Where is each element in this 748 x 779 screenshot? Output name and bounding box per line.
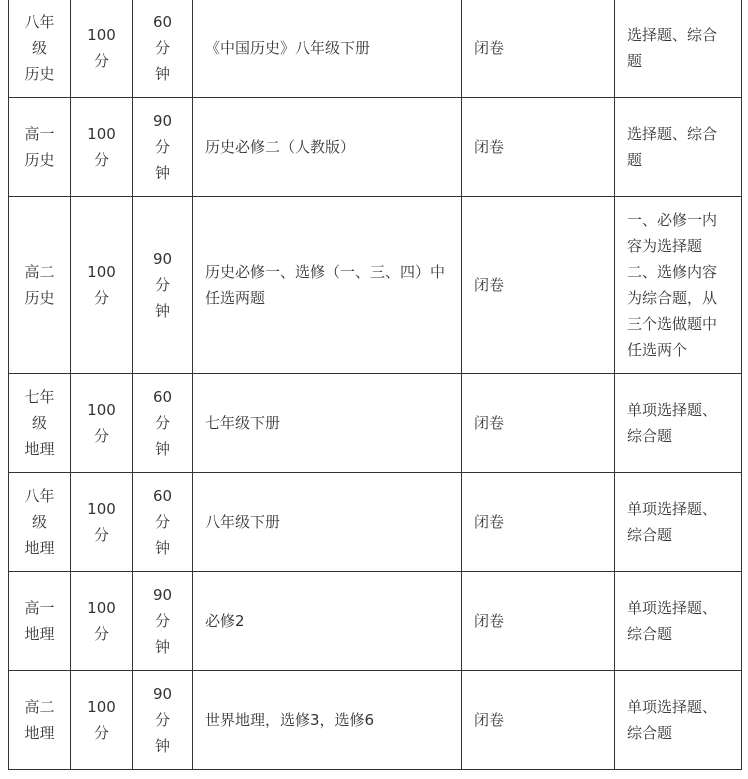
duration-cell: 90 分 钟 [133, 197, 193, 374]
scope-cell: 必修2 [193, 572, 462, 671]
format-cell: 闭卷 [462, 197, 615, 374]
scope-cell: 七年级下册 [193, 374, 462, 473]
duration-cell: 60 分 钟 [133, 374, 193, 473]
score-cell: 100 分 [71, 0, 133, 98]
subject-cell: 高二 地理 [9, 671, 71, 770]
table-row [9, 98, 742, 197]
format-cell: 闭卷 [462, 0, 615, 98]
score-cell: 100 分 [71, 671, 133, 770]
format-cell: 闭卷 [462, 671, 615, 770]
duration-cell: 90 分 钟 [133, 98, 193, 197]
score-cell: 100 分 [71, 197, 133, 374]
subject-cell: 八年 级 地理 [9, 473, 71, 572]
question-types-cell: 单项选择题、 综合题 [615, 671, 742, 770]
subject-cell: 七年 级 地理 [9, 374, 71, 473]
duration-cell: 90 分 钟 [133, 671, 193, 770]
scope-cell: 历史必修一、选修（一、三、四）中任选两题 [193, 197, 462, 374]
subject-cell: 高二 历史 [9, 197, 71, 374]
format-cell: 闭卷 [462, 473, 615, 572]
question-types-cell: 单项选择题、 综合题 [615, 572, 742, 671]
format-cell: 闭卷 [462, 98, 615, 197]
table-row [9, 374, 742, 473]
question-types-cell: 一、必修一内 容为选择题 二、选修内容 为综合题，从 三个选做题中 任选两个 [615, 197, 742, 374]
table-row [9, 671, 742, 770]
score-cell: 100 分 [71, 473, 133, 572]
score-cell: 100 分 [71, 374, 133, 473]
exam-schedule-table [8, 0, 742, 770]
score-cell: 100 分 [71, 98, 133, 197]
table-row [9, 197, 742, 374]
format-cell: 闭卷 [462, 374, 615, 473]
subject-cell: 八年 级 历史 [9, 0, 71, 98]
scope-cell: 《中国历史》八年级下册 [193, 0, 462, 98]
question-types-cell: 单项选择题、 综合题 [615, 473, 742, 572]
scope-cell: 历史必修二（人教版） [193, 98, 462, 197]
question-types-cell: 选择题、综合 题 [615, 0, 742, 98]
question-types-cell: 单项选择题、 综合题 [615, 374, 742, 473]
table-row [9, 0, 742, 98]
scope-cell: 八年级下册 [193, 473, 462, 572]
scope-cell: 世界地理，选修3，选修6 [193, 671, 462, 770]
table-row [9, 473, 742, 572]
subject-cell: 高一 地理 [9, 572, 71, 671]
question-types-cell: 选择题、综合 题 [615, 98, 742, 197]
duration-cell: 60 分 钟 [133, 0, 193, 98]
score-cell: 100 分 [71, 572, 133, 671]
duration-cell: 90 分 钟 [133, 572, 193, 671]
table-row [9, 572, 742, 671]
format-cell: 闭卷 [462, 572, 615, 671]
subject-cell: 高一 历史 [9, 98, 71, 197]
duration-cell: 60 分 钟 [133, 473, 193, 572]
